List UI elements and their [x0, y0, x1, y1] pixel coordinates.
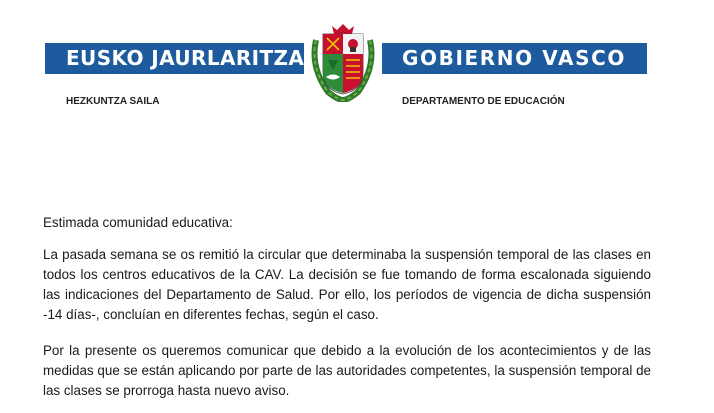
header-title-basque: EUSKO JAURLARITZA — [66, 46, 305, 70]
department-spanish: DEPARTAMENTO DE EDUCACIÓN — [402, 96, 565, 107]
header-title-spanish: GOBIERNO VASCO — [402, 46, 626, 70]
coat-of-arms-icon — [308, 22, 378, 102]
letter-paragraph: La pasada semana se os remitió la circular que determinaba la suspensión temporal de las clases en todos los centros educativos de la CAV. La decisión se fue tomando de forma escalonada siguiendo las indicaciones del Departamento de Salud. Por ello, los períodos de vigencia de dicha suspensión -14 días-, concluían en diferentes fechas, según el caso. — [43, 247, 651, 322]
letter-greeting: Estimada comunidad educativa: — [43, 215, 233, 230]
department-basque: HEZKUNTZA SAILA — [66, 96, 160, 107]
letter-paragraph: Por la presente os queremos comunicar que debido a la evolución de los acontecimientos y de las medidas que se están aplicando por parte de las autoridades competentes, la suspensión temporal de las clases se prorroga hasta nuevo aviso. — [43, 343, 651, 398]
